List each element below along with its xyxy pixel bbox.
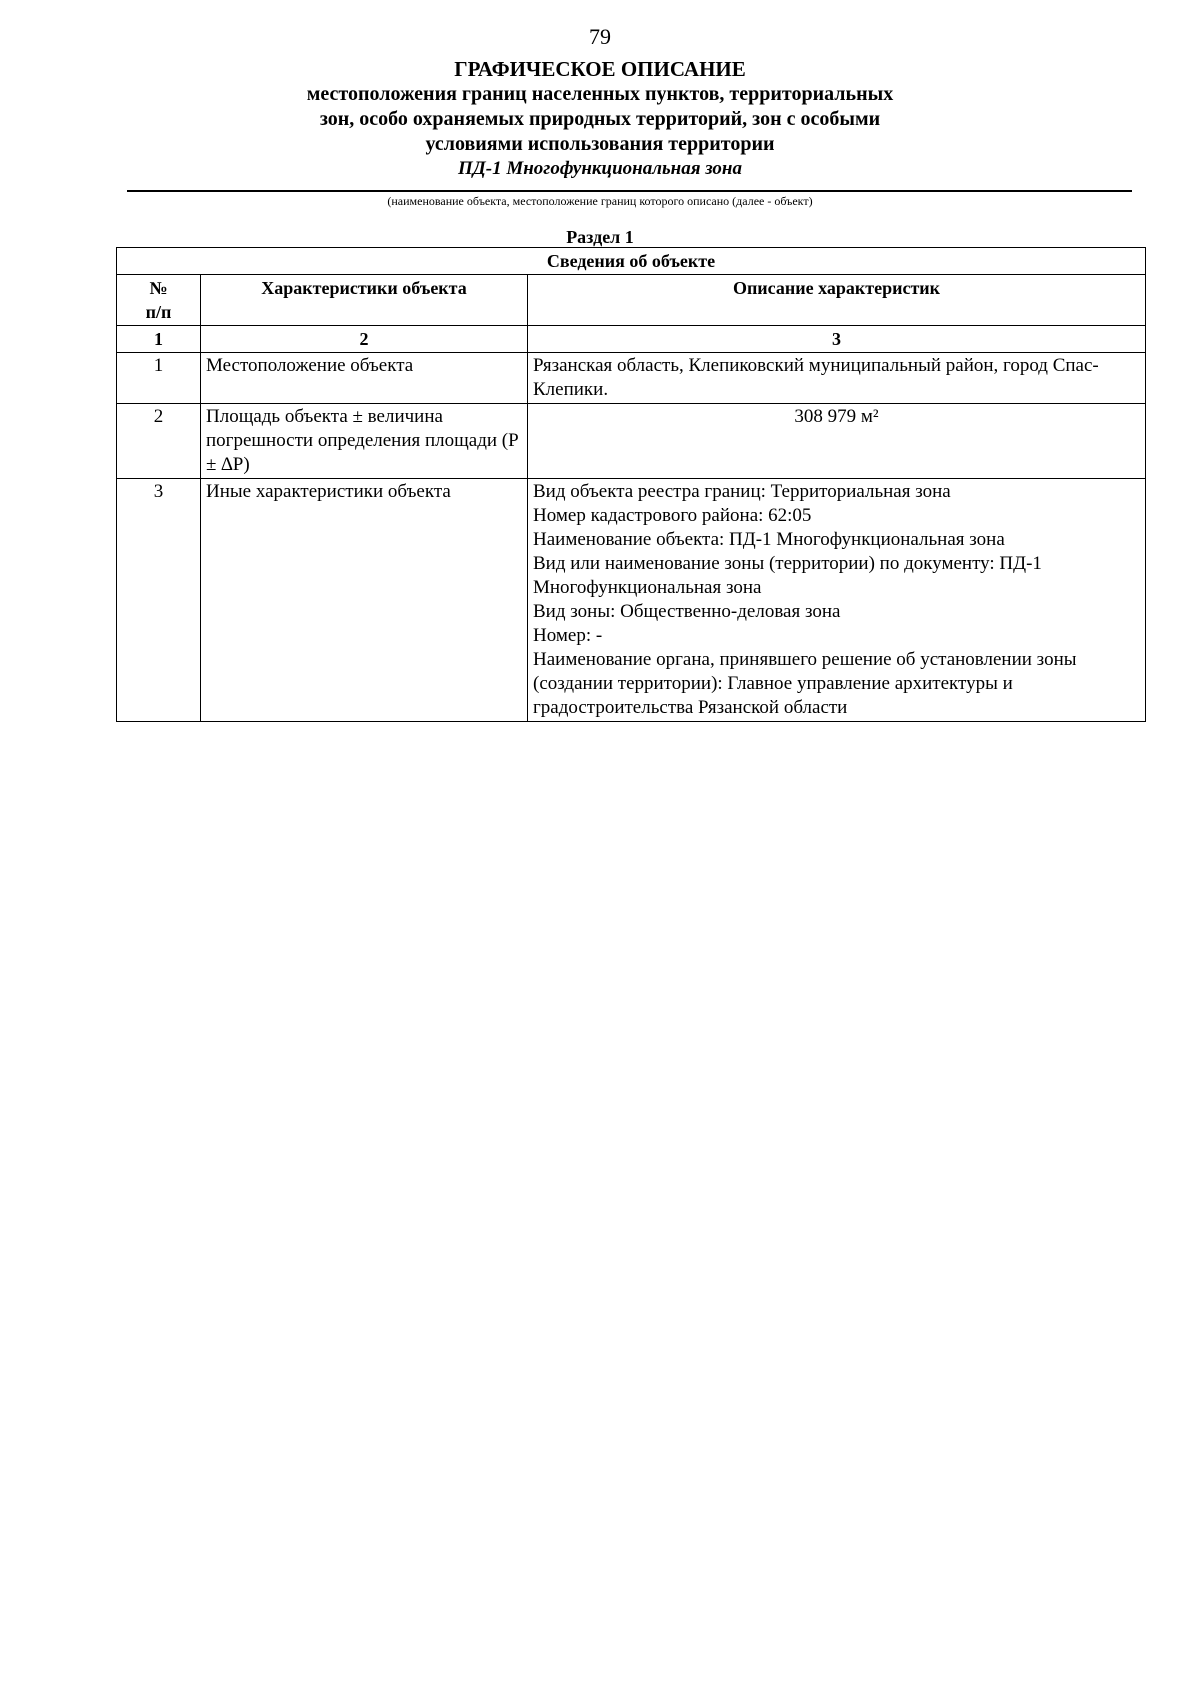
table-row	[117, 353, 1146, 404]
description-line: Вид объекта реестра границ: Территориальная зона	[533, 481, 951, 502]
object-name-caption: (наименование объекта, местоположение границ которого описано (далее - объект)	[387, 194, 813, 208]
row-number: 3	[117, 479, 201, 722]
title-line-3: условиями использования территории	[425, 133, 775, 155]
description-line: Номер кадастрового района: 62:05	[533, 505, 812, 526]
row-characteristic: Местоположение объекта	[201, 353, 528, 404]
page-number: 79	[589, 24, 611, 49]
column-number-3: 3	[528, 326, 1146, 353]
object-info-table	[116, 247, 1146, 722]
row-description: Рязанская область, Клепиковский муниципальный район, город Спас-Клепики.	[528, 353, 1146, 404]
table-row	[117, 404, 1146, 479]
row-description: 308 979 м²	[528, 404, 1146, 479]
table-caption: Сведения об объекте	[117, 248, 1146, 275]
row-description	[528, 479, 1146, 722]
title-line-2: зон, особо охраняемых природных территорий, зон с особыми	[319, 108, 881, 130]
section-title: Раздел 1	[566, 227, 634, 247]
column-number-row	[117, 326, 1146, 353]
table-row	[117, 479, 1146, 722]
description-line: Наименование органа, принявшего решение об установлении зоны (создании территории): Главное управление архитектуры и градостроительства Рязанской области	[533, 649, 1077, 718]
object-name: ПД-1 Многофункциональная зона	[458, 158, 742, 179]
header-characteristics: Характеристики объекта	[201, 275, 528, 326]
row-characteristic: Площадь объекта ± величина погрешности определения площади (Р ± ∆Р)	[201, 404, 528, 479]
table-header-row	[117, 275, 1146, 326]
description-line: Номер: -	[533, 625, 603, 646]
row-characteristic: Иные характеристики объекта	[201, 479, 528, 722]
header-description: Описание характеристик	[528, 275, 1146, 326]
row-number: 2	[117, 404, 201, 479]
description-line: Вид или наименование зоны (территории) по документу: ПД-1 Многофункциональная зона	[533, 553, 1042, 598]
column-number-2: 2	[201, 326, 528, 353]
column-number-1: 1	[117, 326, 201, 353]
document-title-block	[0, 56, 1200, 181]
description-line: Вид зоны: Общественно-деловая зона	[533, 601, 841, 622]
underline-divider	[127, 190, 1132, 192]
table-caption-row	[117, 248, 1146, 275]
description-line: Наименование объекта: ПД-1 Многофункциональная зона	[533, 529, 1005, 550]
document-title: ГРАФИЧЕСКОЕ ОПИСАНИЕ	[454, 57, 746, 81]
header-number: № п/п	[117, 275, 201, 326]
row-number: 1	[117, 353, 201, 404]
title-line-1: местоположения границ населенных пунктов, территориальных	[306, 83, 894, 105]
